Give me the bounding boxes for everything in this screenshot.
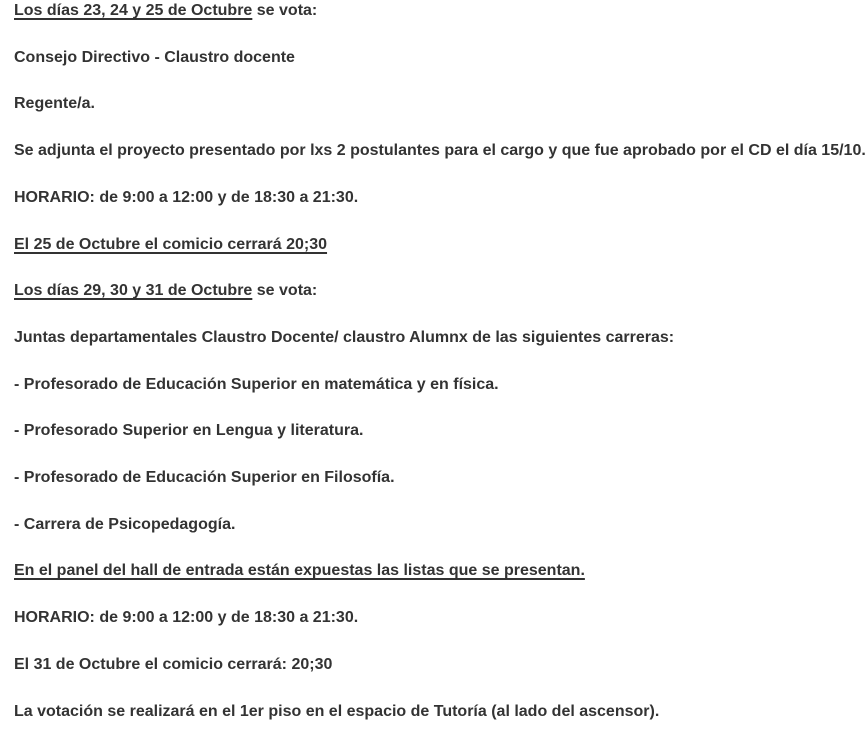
underlined-text-segment: El 25 de Octubre el comicio cerrará 20;30: [14, 235, 328, 253]
paragraph: [14, 49, 866, 68]
text-segment: La votación se realizará en el 1er piso en el espacio de Tutoría (al lado del ascensor).: [14, 702, 660, 720]
text-segment: - Carrera de Psicopedagogía.: [14, 515, 236, 533]
paragraph: [14, 329, 866, 348]
text-segment: - Profesorado de Educación Superior en matemática y en física.: [14, 375, 499, 393]
text-segment: HORARIO: de 9:00 a 12:00 y de 18:30 a 21:30.: [14, 188, 359, 206]
paragraph: [14, 282, 866, 301]
text-segment: Juntas departamentales Claustro Docente/ claustro Alumnx de las siguientes carreras:: [14, 328, 675, 346]
paragraph: [14, 236, 866, 255]
paragraph: [14, 469, 866, 488]
paragraph: [14, 656, 866, 675]
text-segment: se vota:: [252, 282, 318, 300]
text-segment: - Profesorado Superior en Lengua y literatura.: [14, 422, 364, 440]
paragraph: [14, 609, 866, 628]
paragraph: [14, 703, 866, 722]
underlined-text-segment: Los días 23, 24 y 25 de Octubre: [14, 2, 253, 19]
underlined-text-segment: Los días 29, 30 y 31 de Octubre: [14, 282, 253, 300]
paragraph: [14, 516, 866, 535]
text-segment: - Profesorado de Educación Superior en Filosofía.: [14, 469, 395, 487]
paragraph: [14, 189, 866, 208]
text-segment: El 31 de Octubre el comicio cerrará: 20;30: [14, 655, 333, 673]
paragraph: [14, 562, 866, 581]
text-segment: HORARIO: de 9:00 a 12:00 y de 18:30 a 21:30.: [14, 609, 359, 627]
underlined-text-segment: En el panel del hall de entrada están expuestas las listas que se presentan.: [14, 562, 585, 580]
paragraph: [14, 95, 866, 114]
paragraph: [14, 2, 866, 21]
paragraph: [14, 142, 866, 161]
text-segment: Regente/a.: [14, 95, 95, 113]
text-segment: Se adjunta el proyecto presentado por lxs 2 postulantes para el cargo y que fue aprobado por el CD el día 15/10.: [14, 142, 866, 160]
paragraph: [14, 376, 866, 395]
text-segment: Consejo Directivo - Claustro docente: [14, 48, 295, 66]
text-segment: se vota:: [252, 2, 318, 19]
paragraph: [14, 422, 866, 441]
